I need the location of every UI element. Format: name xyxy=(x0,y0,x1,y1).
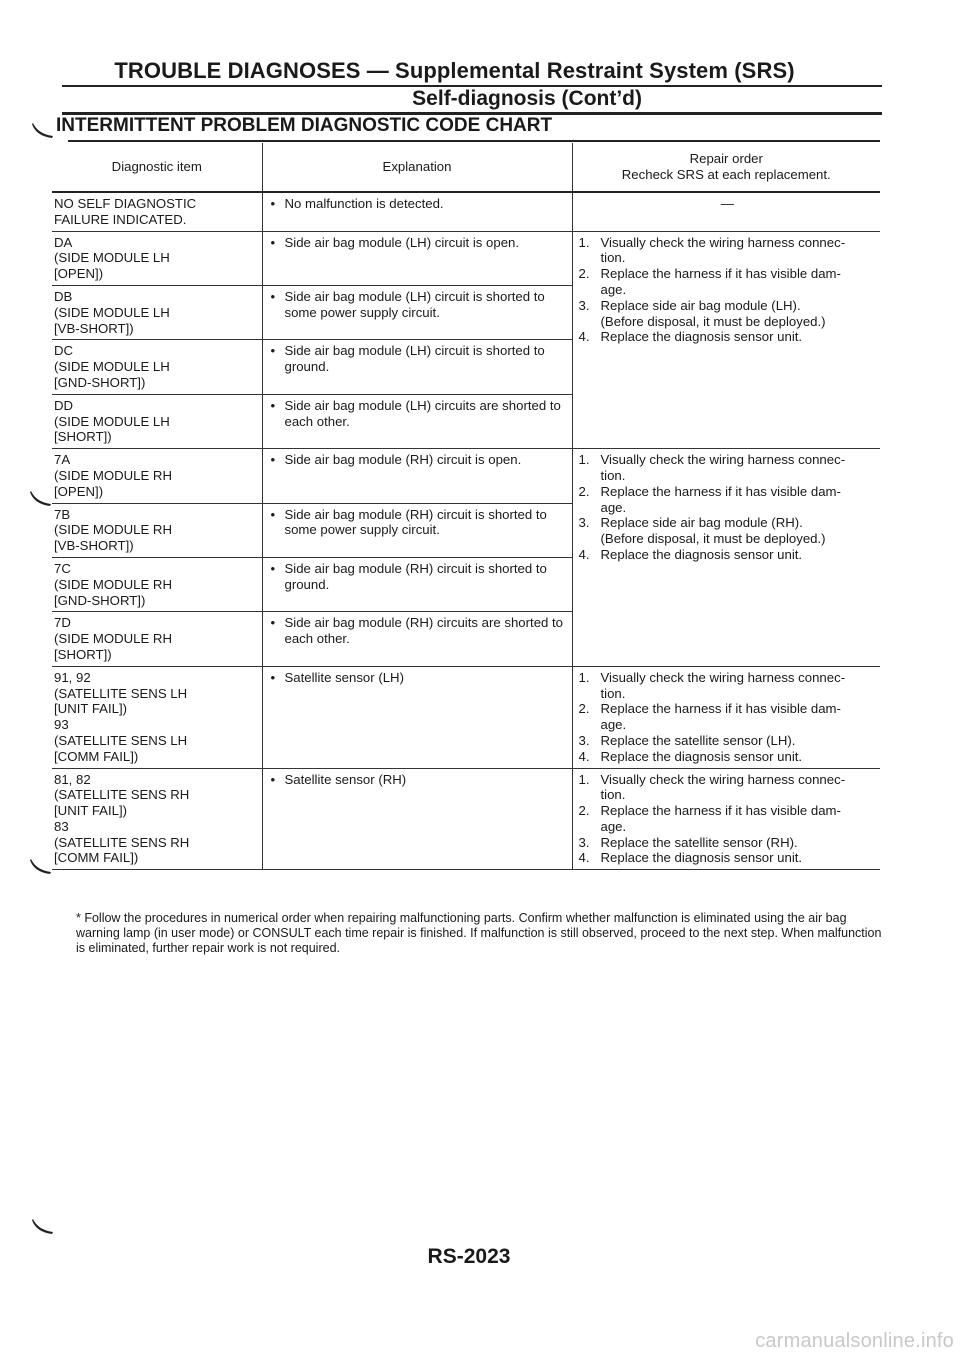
explanation-text: • Satellite sensor (LH) xyxy=(271,670,568,686)
diagnostic-code-table xyxy=(52,143,880,870)
repair-step-line xyxy=(579,850,877,866)
repair-step-text: age. xyxy=(600,818,627,834)
explanation-cell xyxy=(262,192,572,231)
repair-step-text: Visually check the wiring harness connec- xyxy=(600,452,846,468)
repair-step-number: 3. xyxy=(578,834,590,850)
table-row xyxy=(52,768,880,870)
explanation-cell xyxy=(262,612,572,666)
explanation-cell xyxy=(262,666,572,768)
explanation-text: • No malfunction is detected. xyxy=(271,196,568,212)
explanation-cell xyxy=(262,503,572,557)
repair-step-text: Replace the harness if it has visible dam- xyxy=(600,803,841,819)
repair-step-number: 3. xyxy=(578,515,590,531)
diagnostic-item-line: (SIDE MODULE LH xyxy=(54,413,170,429)
repair-step-text: Replace the diagnosis sensor unit. xyxy=(600,329,803,345)
repair-order-cell xyxy=(572,449,880,667)
diagnostic-item-line: [SHORT]) xyxy=(54,646,112,662)
repair-step-line xyxy=(579,266,877,282)
repair-step-line xyxy=(579,282,877,298)
repair-step-text: age. xyxy=(600,281,627,297)
repair-step-number: 4. xyxy=(578,850,590,866)
repair-step-line xyxy=(579,803,877,819)
diagnostic-item-line: [OPEN]) xyxy=(54,266,104,282)
page-number: RS-2023 xyxy=(427,1245,511,1268)
diagnostic-item-line: [VB-SHORT]) xyxy=(54,538,134,554)
repair-step-number: 3. xyxy=(578,297,590,313)
corner-mark-icon xyxy=(32,1218,54,1234)
diagnostic-item-line: [VB-SHORT]) xyxy=(54,320,134,336)
explanation-text: • Side air bag module (LH) circuit is shorted to some power supply circuit. xyxy=(271,289,568,321)
explanation-cell xyxy=(262,449,572,503)
section-rule xyxy=(68,140,880,142)
repair-step-number: 2. xyxy=(578,803,590,819)
repair-step-line xyxy=(579,531,877,547)
repair-step-line xyxy=(579,686,877,702)
diagnostic-item-cell xyxy=(52,557,262,611)
repair-step-line xyxy=(579,314,877,330)
table-row xyxy=(52,666,880,768)
repair-step-line xyxy=(579,452,877,468)
repair-step-line xyxy=(579,670,877,686)
explanation-cell xyxy=(262,231,572,285)
repair-step-text: age. xyxy=(600,499,627,515)
repair-step-text: tion. xyxy=(600,787,626,803)
diagnostic-item-cell xyxy=(52,192,262,231)
diagnostic-item-line: [COMM FAIL]) xyxy=(54,850,139,866)
header-repair-order xyxy=(572,143,880,192)
explanation-cell xyxy=(262,768,572,870)
repair-step-number: 2. xyxy=(578,483,590,499)
diagnostic-item-cell xyxy=(52,666,262,768)
diagnostic-item-line: (SATELLITE SENS LH xyxy=(54,732,188,748)
repair-step-line xyxy=(579,250,877,266)
repair-order-cell xyxy=(572,666,880,768)
diagnostic-item-line: (SIDE MODULE RH xyxy=(54,576,172,592)
repair-step-line xyxy=(579,835,877,851)
explanation-cell xyxy=(262,394,572,448)
corner-mark-icon xyxy=(32,122,54,138)
diagnostic-item-line: NO SELF DIAGNOSTIC xyxy=(54,196,197,211)
page-subtitle: Self-diagnosis (Cont’d) xyxy=(412,87,642,110)
repair-step-line xyxy=(579,749,877,765)
diagnostic-item-line: 83 xyxy=(54,818,69,834)
corner-mark-icon xyxy=(30,858,52,874)
repair-step-line xyxy=(579,819,877,835)
repair-step-line xyxy=(579,484,877,500)
diagnostic-item-line: 93 xyxy=(54,717,69,733)
diagnostic-item-line: (SATELLITE SENS RH xyxy=(54,787,190,803)
repair-order-cell xyxy=(572,768,880,870)
diagnostic-item-line: DA xyxy=(54,234,73,250)
diagnostic-item-line: DB xyxy=(54,288,73,304)
page-header xyxy=(62,58,882,87)
repair-step-line xyxy=(579,547,877,563)
explanation-text: • Satellite sensor (RH) xyxy=(271,772,568,788)
repair-order-cell xyxy=(572,231,880,449)
repair-step-text: Replace the diagnosis sensor unit. xyxy=(600,748,803,764)
repair-none-dash: — xyxy=(720,196,734,211)
repair-step-text: Visually check the wiring harness connec- xyxy=(600,234,846,250)
diagnostic-item-cell xyxy=(52,768,262,870)
diagnostic-item-line: 81, 82 xyxy=(54,771,91,787)
diagnostic-item-line: (SATELLITE SENS LH xyxy=(54,685,188,701)
diagnostic-item-line: 7A xyxy=(54,452,71,468)
header-explanation: Explanation xyxy=(262,143,572,192)
explanation-cell xyxy=(262,557,572,611)
repair-step-line xyxy=(579,772,877,788)
repair-step-text: Replace the satellite sensor (RH). xyxy=(600,834,798,850)
diagnostic-item-line: 7B xyxy=(54,506,71,522)
diagnostic-item-line: DD xyxy=(54,397,74,413)
diagnostic-item-line: (SIDE MODULE LH xyxy=(54,250,170,266)
repair-step-line xyxy=(579,329,877,345)
repair-step-line xyxy=(579,717,877,733)
repair-order-cell xyxy=(572,192,880,231)
diagnostic-item-line: [UNIT FAIL]) xyxy=(54,803,128,819)
diagnostic-item-line: [COMM FAIL]) xyxy=(54,748,139,764)
repair-step-text: tion. xyxy=(600,467,626,483)
page-subheader xyxy=(62,86,882,115)
diagnostic-item-line: (SIDE MODULE RH xyxy=(54,522,172,538)
explanation-text: • Side air bag module (LH) circuit is open. xyxy=(271,235,568,251)
repair-step-text: age. xyxy=(600,717,627,733)
repair-step-text: Replace side air bag module (LH). xyxy=(600,297,801,313)
diagnostic-item-cell xyxy=(52,285,262,339)
repair-step-line xyxy=(579,500,877,516)
repair-step-text: (Before disposal, it must be deployed.) xyxy=(600,531,826,547)
repair-step-text: Replace the harness if it has visible dam- xyxy=(600,266,841,282)
repair-step-number: 2. xyxy=(578,266,590,282)
repair-step-text: Replace the harness if it has visible dam- xyxy=(600,701,841,717)
section-title: INTERMITTENT PROBLEM DIAGNOSTIC CODE CHART xyxy=(56,115,553,136)
explanation-text: • Side air bag module (RH) circuit is shorted to some power supply circuit. xyxy=(271,507,568,539)
repair-step-line xyxy=(579,468,877,484)
diagnostic-item-line: [OPEN]) xyxy=(54,483,104,499)
diagnostic-item-line: FAILURE INDICATED. xyxy=(54,211,187,227)
header-repair-order-line2: Recheck SRS at each replacement. xyxy=(621,167,831,182)
repair-step-text: Visually check the wiring harness connec- xyxy=(600,771,846,787)
diagnostic-item-line: [UNIT FAIL]) xyxy=(54,701,128,717)
repair-step-number: 4. xyxy=(578,546,590,562)
diagnostic-item-line: [SHORT]) xyxy=(54,429,112,445)
repair-step-line xyxy=(579,787,877,803)
header-repair-order-line1: Repair order xyxy=(689,151,763,167)
explanation-text: • Side air bag module (RH) circuit is shorted to ground. xyxy=(271,561,568,593)
diagnostic-item-line: DC xyxy=(54,343,74,359)
table-row xyxy=(52,231,880,285)
table-row xyxy=(52,449,880,503)
explanation-text: • Side air bag module (LH) circuit is shorted to ground. xyxy=(271,343,568,375)
explanation-cell xyxy=(262,340,572,394)
diagnostic-item-cell xyxy=(52,449,262,503)
diagnostic-item-cell xyxy=(52,340,262,394)
repair-step-text: Replace the diagnosis sensor unit. xyxy=(600,850,803,866)
repair-step-text: (Before disposal, it must be deployed.) xyxy=(600,313,826,329)
page-title: TROUBLE DIAGNOSES — Supplemental Restraint System (SRS) xyxy=(114,58,795,83)
diagnostic-item-line: (SATELLITE SENS RH xyxy=(54,834,190,850)
explanation-text: • Side air bag module (RH) circuits are shorted to each other. xyxy=(271,615,568,647)
repair-step-line xyxy=(579,298,877,314)
repair-step-text: tion. xyxy=(600,685,626,701)
repair-step-number: 4. xyxy=(578,329,590,345)
explanation-cell xyxy=(262,285,572,339)
repair-step-text: Visually check the wiring harness connec- xyxy=(600,669,846,685)
diagnostic-item-line: (SIDE MODULE RH xyxy=(54,467,172,483)
repair-step-number: 1. xyxy=(578,771,590,787)
repair-step-number: 1. xyxy=(578,234,590,250)
diagnostic-item-cell xyxy=(52,231,262,285)
diagnostic-item-line: 91, 92 xyxy=(54,669,91,685)
diagnostic-item-line: (SIDE MODULE LH xyxy=(54,359,170,375)
page-number-block xyxy=(0,1245,960,1269)
diagnostic-item-cell xyxy=(52,503,262,557)
repair-step-text: Replace the harness if it has visible dam- xyxy=(600,483,841,499)
header-diagnostic-item: Diagnostic item xyxy=(52,143,262,192)
diagnostic-item-line: (SIDE MODULE RH xyxy=(54,631,172,647)
diagnostic-item-cell xyxy=(52,394,262,448)
table-row xyxy=(52,192,880,231)
diagnostic-item-line: [GND-SHORT]) xyxy=(54,592,146,608)
diagnostic-item-line: 7D xyxy=(54,615,71,631)
diagnostic-item-line: 7C xyxy=(54,560,71,576)
explanation-text: • Side air bag module (RH) circuit is open. xyxy=(271,452,568,468)
repair-step-line xyxy=(579,235,877,251)
footnote: * Follow the procedures in numerical order when repairing malfunctioning parts. Confirm whether malfunction is eliminated using the air bag warning lamp (in user mode) or CONSULT each time repair is finished. If malfunction is still observed, proceed to the next step. When malfunction is eliminated, further repair work is not required. xyxy=(76,911,882,955)
repair-step-line xyxy=(579,701,877,717)
repair-step-number: 4. xyxy=(578,748,590,764)
corner-mark-icon xyxy=(30,490,52,506)
diagnostic-item-cell xyxy=(52,612,262,666)
diagnostic-item-line: (SIDE MODULE LH xyxy=(54,304,170,320)
repair-step-number: 1. xyxy=(578,452,590,468)
repair-step-number: 2. xyxy=(578,701,590,717)
repair-step-text: Replace side air bag module (RH). xyxy=(600,515,803,531)
diagnostic-item-line: [GND-SHORT]) xyxy=(54,374,146,390)
repair-step-number: 1. xyxy=(578,669,590,685)
repair-step-text: Replace the satellite sensor (LH). xyxy=(600,732,796,748)
repair-step-text: tion. xyxy=(600,250,626,266)
table-header-row xyxy=(52,143,880,192)
repair-step-text: Replace the diagnosis sensor unit. xyxy=(600,546,803,562)
repair-step-line xyxy=(579,733,877,749)
watermark: carmanualsonline.info xyxy=(755,1330,954,1352)
repair-step-number: 3. xyxy=(578,732,590,748)
explanation-text: • Side air bag module (LH) circuits are shorted to each other. xyxy=(271,398,568,430)
repair-step-line xyxy=(579,515,877,531)
